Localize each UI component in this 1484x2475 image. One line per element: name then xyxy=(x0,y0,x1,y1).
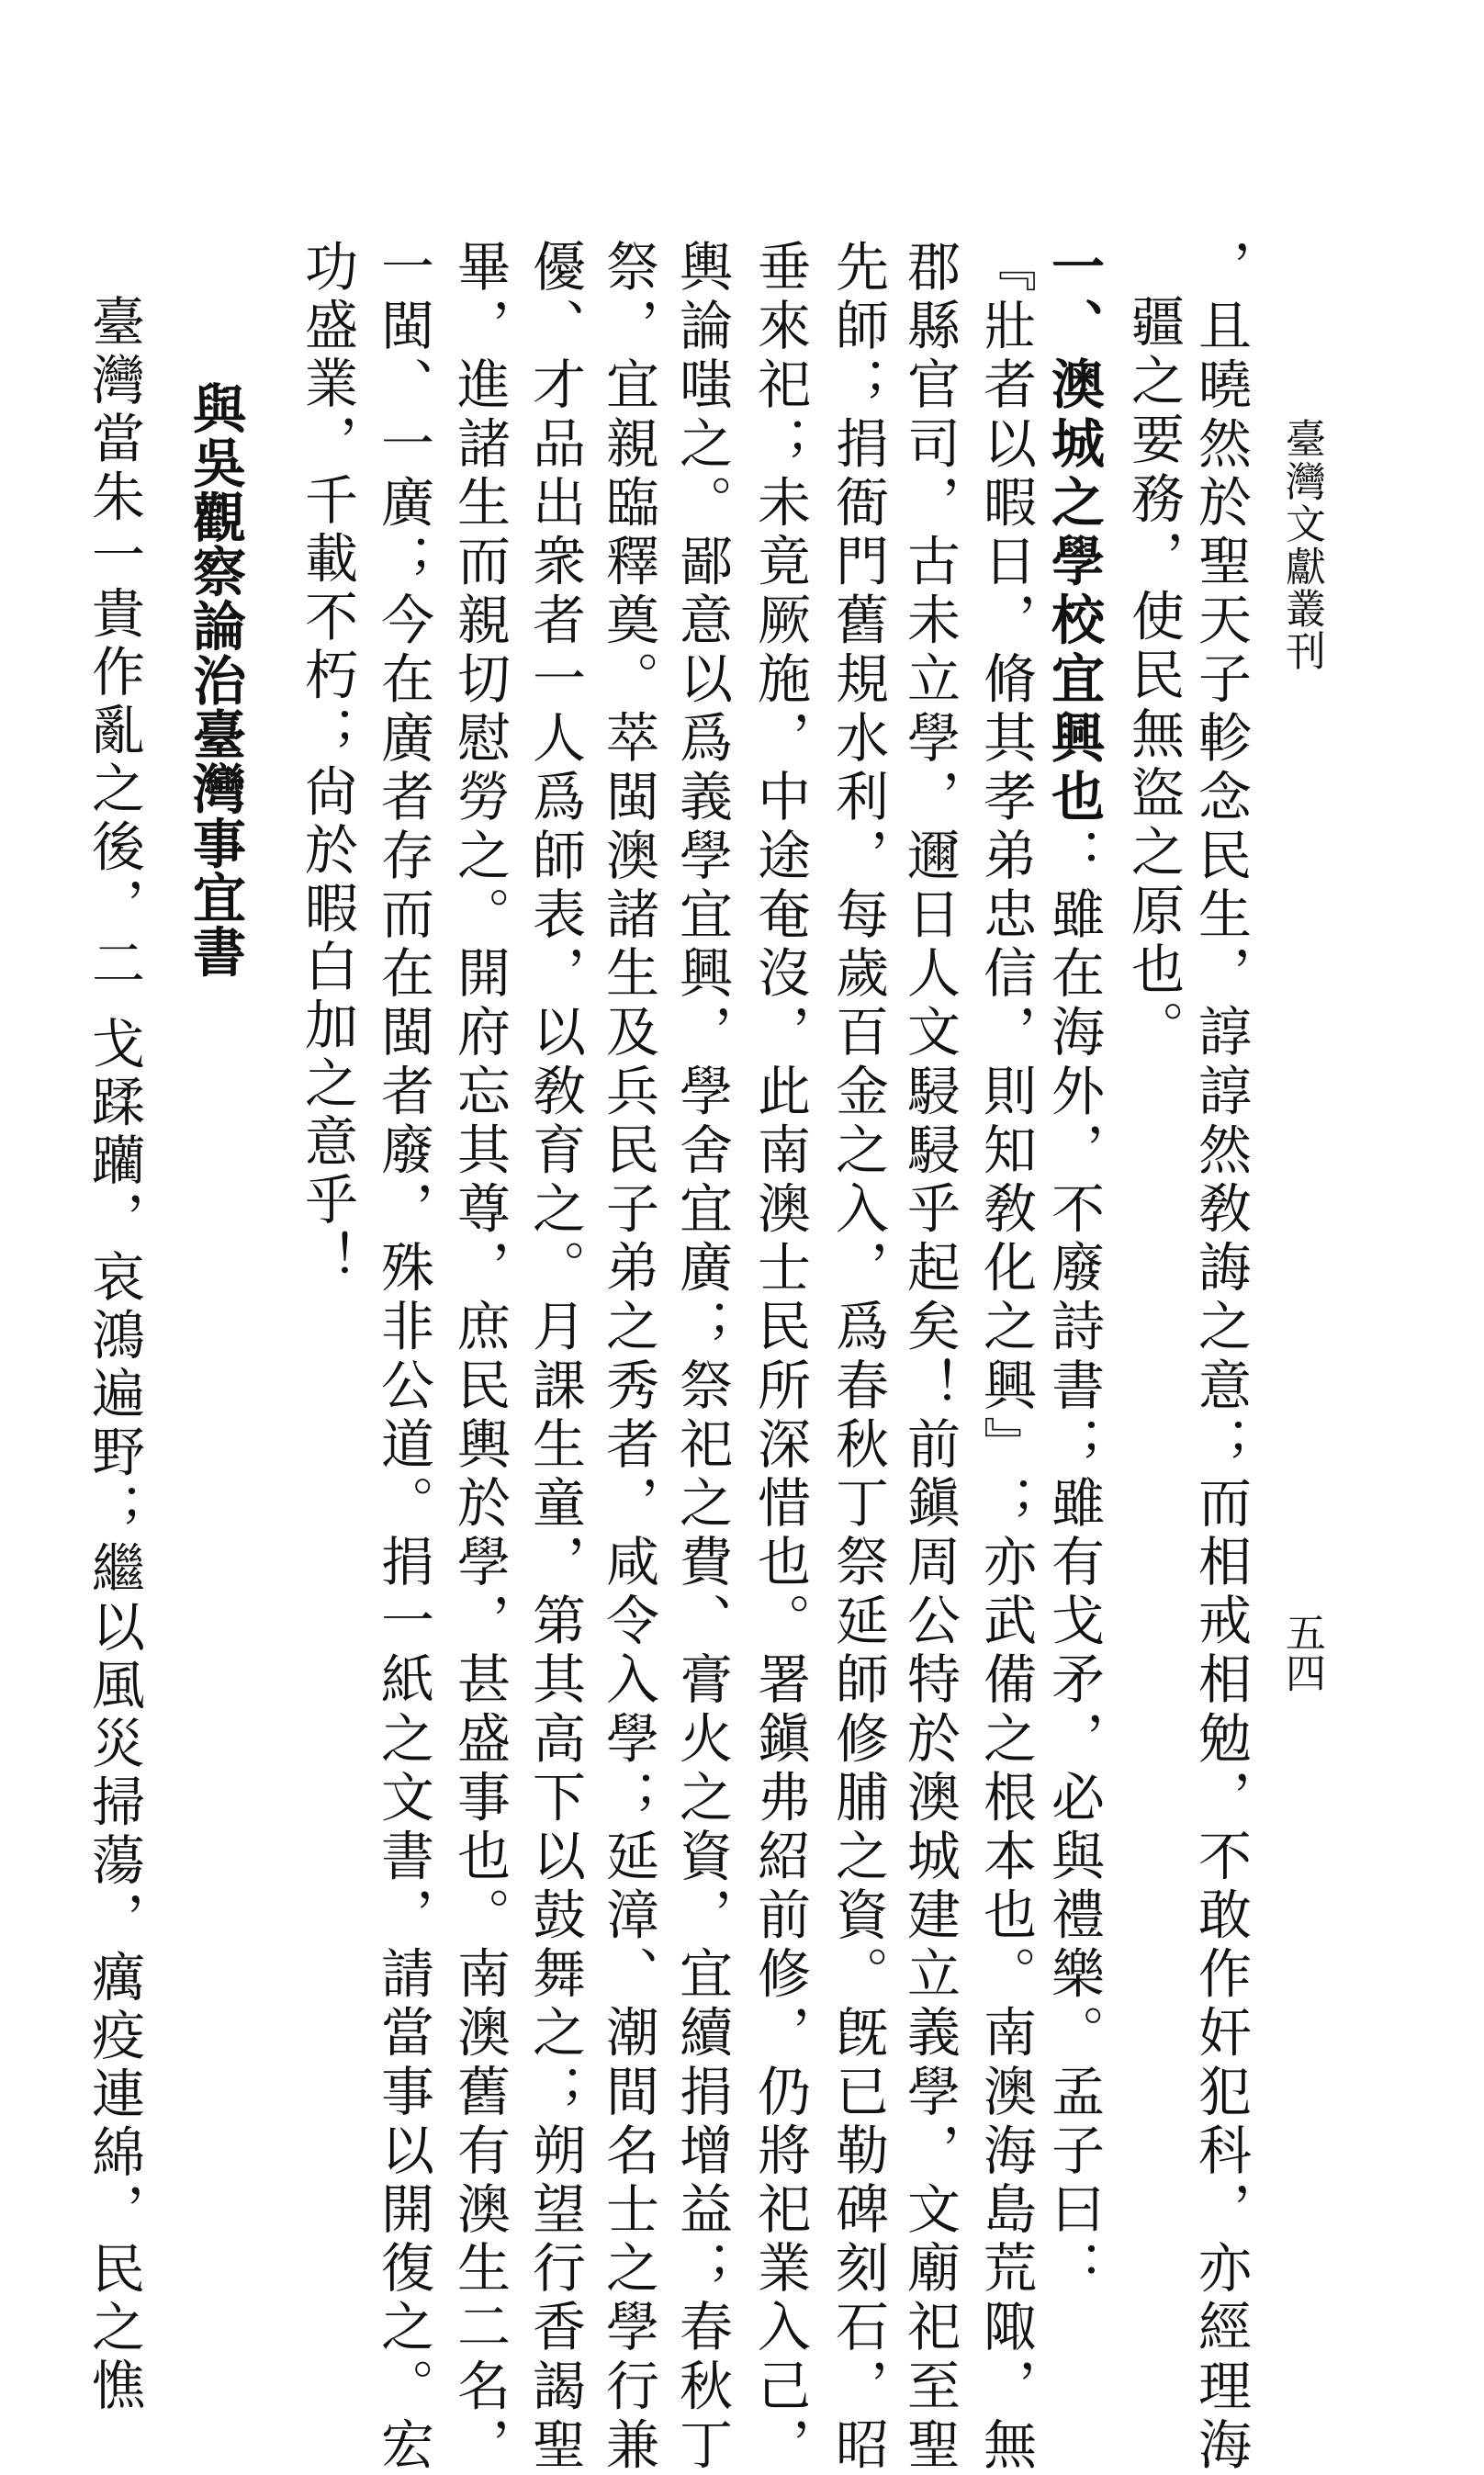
running-title: 臺灣文獻叢刊 xyxy=(1278,418,1325,673)
text-column-13: 功盛業，千載不朽；尙於暇白加之意乎！ xyxy=(296,239,358,1289)
section-item-text: ：雖在海外，不廢詩書；雖有戈矛，必與禮樂。孟子曰： xyxy=(1042,827,1105,2300)
text-column-9: 祭，宜親臨釋奠。萃閩澳諸生及兵民子弟之秀者，咸令入學；延漳、潮間名士之學行兼 xyxy=(597,239,659,2475)
page-number: 五四 xyxy=(1278,1612,1325,1693)
next-paragraph-column: 臺灣當朱一貴作亂之後，二 戈蹂躪，哀鴻遍野；繼以風災掃蕩，癘疫連綿，民之憔 xyxy=(83,294,145,2416)
text-column-5: 郡縣官司，古未立學，邇日人文駸駸乎起矣！前鎭周公特於澳城建立義學，文廟祀至聖 xyxy=(898,239,961,2475)
text-column-6: 先師；捐衙門舊規水利，每歲百金之入，爲春秋丁祭延師修脯之資。旣已勒碑刻石，昭 xyxy=(826,239,889,2475)
text-column-1: ，且曉然於聖天子軫念民生，諄諄然敎誨之意；而相戒相勉，不敢作奸犯科，亦經理海 xyxy=(1189,239,1252,2475)
section-item-label: 一、澳城之學校宜興也 xyxy=(1042,239,1105,827)
text-column-10: 優、才品出衆者一人爲師表，以敎育之。月課生童，第其高下以鼓舞之；朔望行香謁聖 xyxy=(523,239,586,2475)
text-column-11: 畢，進諸生而親切慰勞之。開府忘其尊，庶民輿於學，甚盛事也。南澳舊有澳生二名， xyxy=(448,239,511,2475)
section-heading: 與吳觀察論治臺灣事宜書 xyxy=(184,381,246,979)
text-column-7: 垂來祀；未竟厥施，中途奄沒，此南澳士民所深惜也。署鎭弗紹前修，仍將祀業入己， xyxy=(748,239,811,2475)
text-column-12: 一閩、一廣；今在廣者存而在閩者廢，殊非公道。捐一紙之文書，請當事以開復之。宏 xyxy=(372,239,434,2475)
text-column-2: 疆之要務，使民無盜之原也。 xyxy=(1122,294,1185,1060)
text-column-8: 輿論嗤之。鄙意以爲義學宜興，學舍宜廣；祭祀之費、膏火之資，宜續捐增益；春秋丁 xyxy=(670,239,733,2475)
text-column-4: 『壯者以暇日，脩其孝弟忠信，則知敎化之興』；亦武備之根本也。南澳海島荒陬，無 xyxy=(974,239,1037,2475)
text-column-3 xyxy=(1042,239,1105,2300)
